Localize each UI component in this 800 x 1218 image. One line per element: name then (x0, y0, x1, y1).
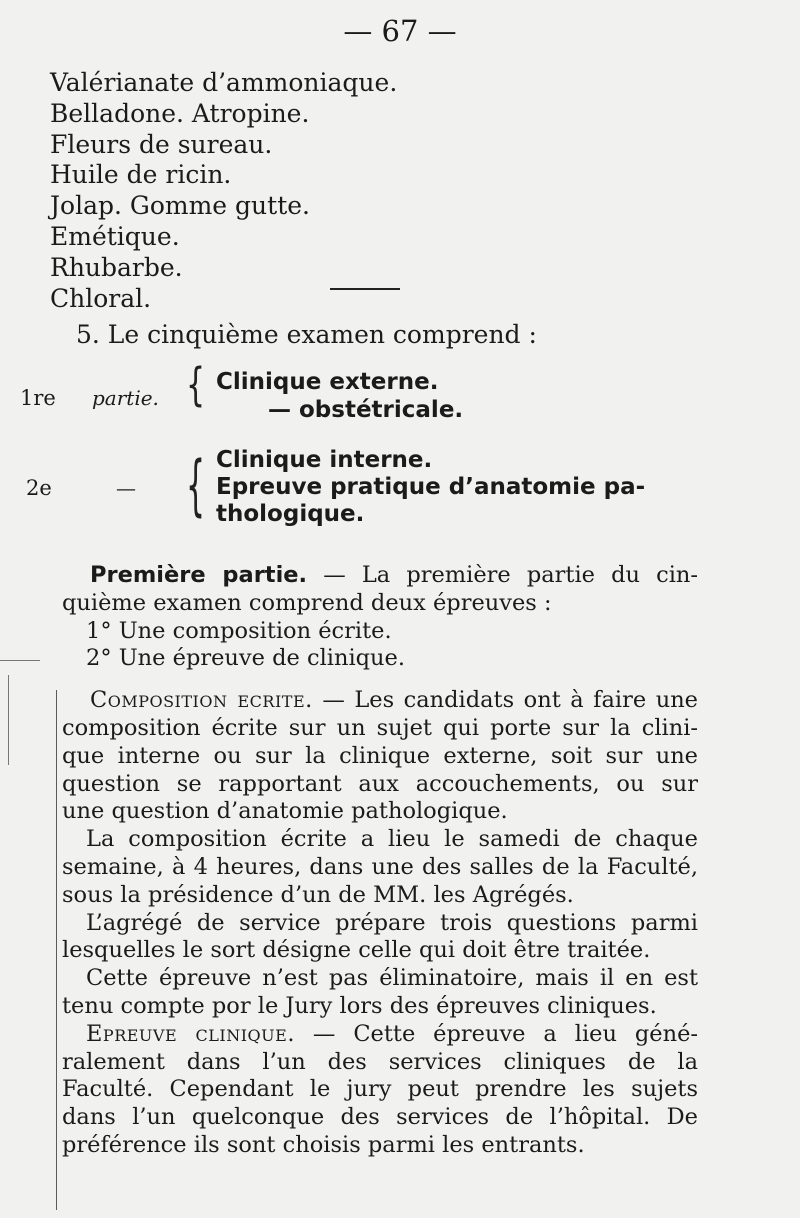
text-line: quième examen comprend deux épreuves : (62, 589, 552, 616)
text-line: La composition écrite a lieu le samedi de chaque (86, 826, 698, 853)
drug-item: Fleurs de sureau. (50, 129, 273, 159)
premiere-partie-paragraph (62, 562, 698, 590)
text-line: L’agrégé de service prépare trois questions parmi (86, 909, 698, 936)
text-line: composition écrite sur un sujet qui porte sur la clini- (62, 714, 698, 741)
exam-intro: 5. Le cinquième examen comprend : (76, 320, 537, 349)
text-line: dans l’un quelconque des services de l’hôpital. De (62, 1104, 698, 1131)
drug-item: Jolap. Gomme gutte. (50, 191, 310, 221)
text-line: une question d’anatomie pathologique. (62, 798, 508, 825)
drug-item: Belladone. Atropine. (50, 98, 310, 128)
drug-item: Huile de ricin. (50, 160, 232, 190)
composition-paragraph (62, 687, 698, 715)
text-line: — La première partie du cin- (323, 562, 698, 588)
page-number: — 67 — (343, 14, 457, 48)
torn-edge-mark (0, 660, 40, 675)
text-line: préférence ils sont choisis parmi les entrants. (62, 1131, 585, 1158)
epreuve-clinique-heading: Epreuve clinique. (86, 1020, 295, 1047)
second-part-item: Clinique interne. (216, 447, 433, 473)
drug-item: Chloral. (50, 283, 152, 313)
text-line: — Les candidats ont à faire une (322, 687, 698, 714)
brace-icon: { (186, 359, 206, 412)
section-divider (330, 288, 400, 290)
text-line: tenu compte por le Jury lors des épreuves cliniques. (62, 992, 657, 1019)
drug-list (50, 68, 397, 314)
first-part-label: partie. (92, 386, 159, 410)
margin-edge-line (8, 675, 9, 765)
text-line: question se rapportant aux accouchements, ou sur (62, 770, 698, 797)
second-part-item: Epreuve pratique d’anatomie pa- (216, 474, 646, 500)
drug-item: Rhubarbe. (50, 252, 183, 282)
text-line: que interne ou sur la clinique externe, soit sur une (62, 742, 698, 769)
text-line: Cette épreuve n’est pas éliminatoire, mais il en est (86, 965, 698, 992)
premiere-partie-heading: Première partie. (90, 562, 308, 588)
epreuve-clinique-paragraph (62, 1021, 698, 1049)
text-line: Faculté. Cependant le jury peut prendre les sujets (62, 1076, 698, 1103)
drug-item: Emétique. (50, 221, 180, 251)
second-part-side-label: 2e (26, 476, 52, 500)
second-part-item: thologique. (216, 501, 365, 527)
text-line: sous la présidence d’un de MM. les Agrégés. (62, 881, 574, 908)
body-text (62, 562, 698, 1160)
text-line: ralement dans l’un des services cliniques de la (62, 1048, 698, 1075)
first-part-side-label: 1re (20, 386, 56, 410)
text-line: lesquelles le sort désigne celle qui doit être traitée. (62, 937, 651, 964)
second-part-label: — (116, 476, 136, 500)
composition-heading: Composition ecrite. (90, 687, 313, 714)
text-line: — Cette épreuve a lieu géné- (312, 1020, 698, 1047)
list-item: 1° Une composition écrite. (86, 617, 392, 644)
brace-icon: { (186, 448, 206, 525)
list-item: 2° Une épreuve de clinique. (86, 645, 406, 672)
first-part-item: Clinique externe. (216, 369, 439, 395)
binding-edge-line (56, 690, 57, 1210)
drug-item: Valérianate d’ammoniaque. (50, 68, 398, 97)
text-line: semaine, à 4 heures, dans une des salles de la Faculté, (62, 853, 698, 880)
first-part-item: — obstétricale. (268, 397, 464, 423)
